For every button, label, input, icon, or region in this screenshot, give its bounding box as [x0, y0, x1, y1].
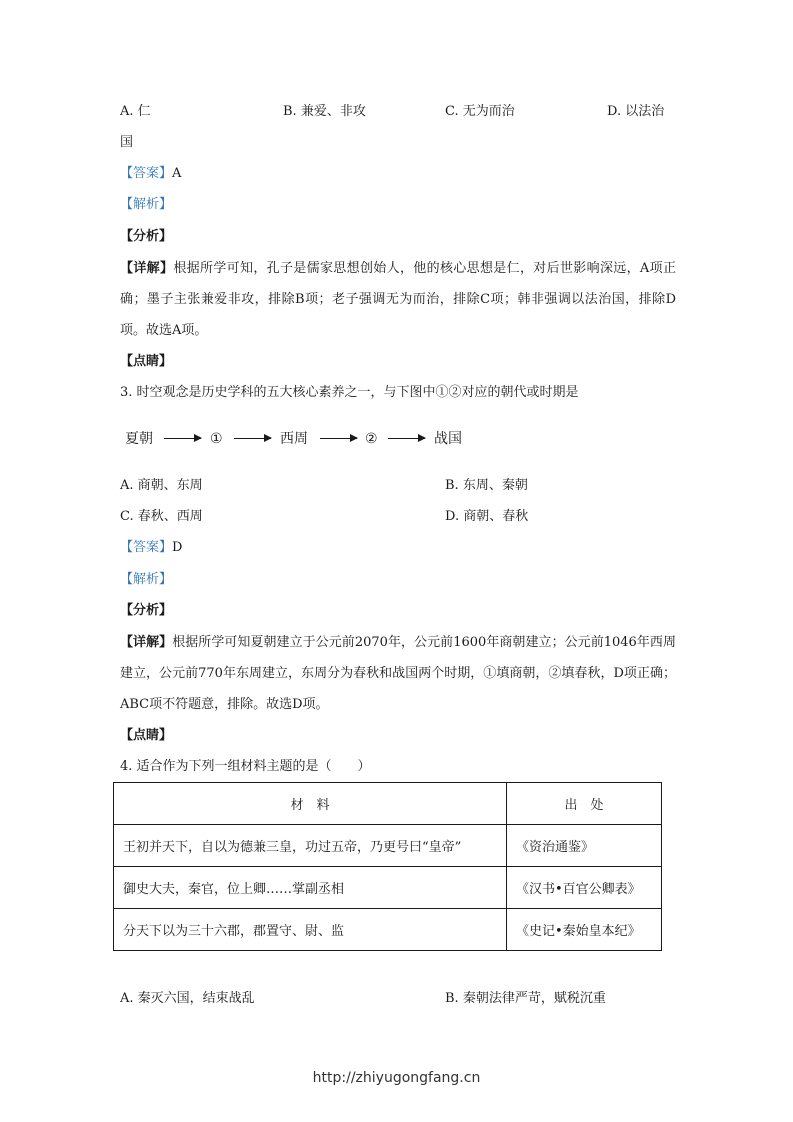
q3-option-b: B. 东周、秦朝	[445, 478, 528, 493]
footer-url[interactable]: http://zhiyugongfang.cn	[312, 1070, 481, 1086]
detail-text: 根据所学可知夏朝建立于公元前2070年，公元前1600年商朝建立；公元前1046年西周建立，公元前770年东周建立，东周分为春秋和战国两个时期，①填商朝，②填春秋，D项正确；ABC项不符题意，排除。故选D项。	[120, 635, 676, 712]
q3-analysis-label: 【解析】	[120, 572, 173, 587]
table-cell-source: 《资治通鉴》	[507, 825, 662, 867]
q2-fenxi-label: 【分析】	[120, 229, 173, 244]
q2-detail	[120, 253, 676, 346]
q3-answer	[120, 538, 182, 558]
table-row	[114, 825, 662, 867]
timeline-node-xia: 夏朝	[125, 431, 153, 447]
q4-option-b: B. 秦朝法律严苛，赋税沉重	[445, 991, 606, 1006]
timeline-node-2: ②	[365, 431, 378, 447]
q2-option-d: D. 以法治	[607, 104, 665, 119]
table-cell-material: 王初并天下，自以为德兼三皇，功过五帝，乃更号曰“皇帝”	[114, 825, 507, 867]
detail-label: 【详解】	[120, 261, 174, 276]
table-row	[114, 867, 662, 909]
table-cell-source: 《史记•秦始皇本纪》	[507, 909, 662, 951]
q3-option-a: A. 商朝、东周	[120, 478, 203, 493]
answer-value: A	[172, 166, 182, 181]
q3-option-c: C. 春秋、西周	[120, 509, 203, 524]
table-header-row	[114, 783, 662, 825]
q3-stem: 3. 时空观念是历史学科的五大核心素养之一，与下图中①②对应的朝代或时期是	[120, 385, 579, 400]
table-header-source: 出 处	[507, 783, 662, 825]
timeline-arrow	[388, 438, 425, 439]
q2-answer	[120, 164, 181, 184]
q4-option-a: A. 秦灭六国，结束战乱	[120, 991, 255, 1006]
detail-text: 根据所学可知，孔子是儒家思想创始人，他的核心思想是仁，对后世影响深远，A项正确；墨子主张兼爱非攻，排除B项；老子强调无为而治，排除C项；韩非强调以法治国，排除D项。故选A项。	[120, 261, 676, 338]
timeline-node-1: ①	[210, 431, 223, 447]
detail-label: 【详解】	[120, 635, 173, 650]
q3-fenxi-label: 【分析】	[120, 603, 173, 618]
q2-option-d-wrap: 国	[120, 135, 134, 150]
timeline-node-xizhou: 西周	[280, 431, 308, 447]
timeline-node-zhanguo: 战国	[434, 431, 462, 447]
q3-option-d: D. 商朝、春秋	[445, 509, 529, 524]
answer-label: 【答案】	[120, 540, 173, 555]
q4-stem: 4. 适合作为下列一组材料主题的是（ ）	[120, 759, 371, 774]
answer-label: 【答案】	[120, 166, 173, 181]
q4-material-table	[113, 782, 662, 951]
q3-detail	[120, 627, 676, 720]
table-row	[114, 909, 662, 951]
q2-analysis-label: 【解析】	[120, 197, 173, 212]
q2-dianjing-label: 【点睛】	[120, 354, 173, 369]
q2-option-c: C. 无为而治	[445, 104, 515, 119]
table-cell-material: 御史大夫，秦官，位上卿……掌副丞相	[114, 867, 507, 909]
timeline-arrow	[164, 438, 201, 439]
table-header-material: 材 料	[114, 783, 507, 825]
timeline-arrow	[320, 438, 357, 439]
timeline-arrow	[234, 438, 271, 439]
q2-option-b: B. 兼爱、非攻	[283, 104, 366, 119]
table-cell-source: 《汉书•百官公卿表》	[507, 867, 662, 909]
answer-value: D	[172, 540, 183, 555]
q2-option-a: A. 仁	[120, 104, 151, 119]
q3-dianjing-label: 【点睛】	[120, 728, 173, 743]
table-cell-material: 分天下以为三十六郡，郡置守、尉、监	[114, 909, 507, 951]
